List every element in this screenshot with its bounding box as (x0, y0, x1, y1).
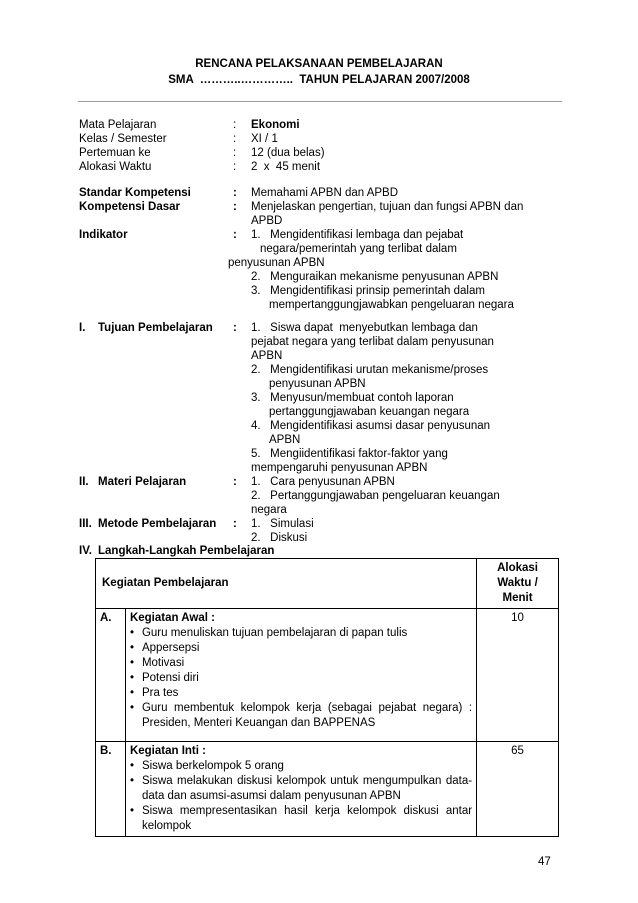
activity-list (130, 759, 472, 834)
allocation-header-line: Alokasi (497, 562, 538, 574)
document-title: RENCANA PELAKSANAAN PEMBELAJARAN (195, 58, 443, 70)
activity-title: Kegiatan Awal : (129, 612, 215, 624)
row-letter: A. (96, 609, 126, 742)
identity-colon: : (233, 147, 237, 159)
list-item: • Siswa berkelompok 5 orang (130, 759, 472, 774)
basic-competency-value: APBD (251, 215, 283, 227)
table-row (96, 742, 559, 837)
activity-cell (125, 609, 476, 742)
standard-competency-label: Standar Kompetensi (79, 187, 191, 199)
colon: : (233, 476, 237, 488)
objective-text: mempengaruhi penyusunan APBN (251, 462, 428, 474)
indicator-item: penyusunan APBN (228, 257, 325, 269)
activity-header (96, 559, 477, 609)
material-line: 1. Cara penyusunan APBN (251, 476, 395, 488)
method-line: 1. Simulasi (251, 518, 314, 530)
minutes-cell: 10 (477, 609, 559, 742)
colon: : (233, 187, 237, 199)
identity-colon: : (233, 133, 237, 145)
page-number: 47 (538, 856, 551, 868)
list-item: • Guru membentuk kelompok kerja (sebagai pejabat negara) : Presiden, Menteri Keuangan dan BAPPENAS (130, 701, 472, 731)
table-row (96, 609, 559, 742)
indicator-item: 3. Mengidentifikasi prinsip pemerintah dalam (251, 285, 485, 297)
method-text: 2. Diskusi (251, 532, 308, 544)
list-item: • Pra tes (130, 686, 472, 701)
material-text: negara (251, 504, 287, 516)
standard-competency-value: Memahami APBN dan APBD (251, 187, 399, 199)
section-number: IV. (79, 545, 93, 557)
allocation-header-line: Menit (502, 592, 533, 604)
identity-label: Pertemuan ke (79, 147, 151, 159)
objective-text: pejabat negara yang terlibat dalam penyusunan (251, 336, 494, 348)
identity-colon: : (233, 119, 237, 131)
objective-line: 1. Siswa dapat menyebutkan lembaga dan (251, 322, 478, 334)
allocation-header-line: Waktu / (497, 577, 538, 589)
header-divider (78, 101, 562, 102)
colon: : (233, 518, 237, 530)
objective-text: 2. Mengidentifikasi urutan mekanisme/proses (251, 364, 489, 376)
objective-text: pertanggungjawaban keuangan negara (269, 406, 470, 418)
objective-text: APBN (269, 434, 301, 446)
basic-competency-label: Kompetensi Dasar (79, 201, 180, 213)
section-label: Materi Pelajaran (98, 476, 187, 488)
indicator-label: Indikator (79, 229, 128, 241)
indicator-item: mempertanggungjawabkan pengeluaran negara (269, 299, 514, 311)
identity-value: Ekonomi (251, 119, 300, 131)
objective-text: 5. Mengiidentifikasi faktor-faktor yang (251, 448, 448, 460)
table-header-row (96, 559, 559, 609)
list-item: • Guru menuliskan tujuan pembelajaran di papan tulis (130, 626, 472, 641)
activity-header-text: Kegiatan Pembelajaran (102, 577, 229, 589)
identity-value: XI / 1 (251, 133, 278, 145)
list-item: • Appersepsi (130, 641, 472, 656)
allocation-header (477, 559, 559, 609)
activity-list (130, 626, 472, 731)
list-item: • Siswa mempresentasikan hasil kerja kelompok diskusi antar kelompok (130, 804, 472, 834)
objective-text: penyusunan APBN (269, 378, 366, 390)
section-label: Tujuan Pembelajaran (98, 322, 213, 334)
list-item: • Potensi diri (130, 671, 472, 686)
indicator-item: 2. Menguraikan mekanisme penyusunan APBN (251, 271, 499, 283)
section-number: I. (79, 322, 86, 334)
row-letter: B. (96, 742, 126, 837)
section-label: Metode Pembelajaran (98, 518, 217, 530)
list-item: • Siswa melakukan diskusi kelompok untuk mengumpulkan data-data dan asumsi-asumsi dalam penyusunan APBN (130, 774, 472, 804)
activity-table (95, 558, 559, 837)
basic-competency-value: Menjelaskan pengertian, tujuan dan fungsi APBN dan (251, 201, 524, 213)
identity-value: 12 (dua belas) (251, 147, 325, 159)
section-label: Langkah-Langkah Pembelajaran (98, 545, 275, 557)
colon: : (233, 322, 237, 334)
minutes-cell: 65 (477, 742, 559, 837)
colon: : (233, 201, 237, 213)
objective-text: APBN (251, 350, 283, 362)
colon: : (233, 229, 237, 241)
identity-label: Mata Pelajaran (79, 119, 157, 131)
section-number: III. (79, 518, 92, 530)
activity-cell (125, 742, 476, 837)
activity-title: Kegiatan Inti : (129, 745, 206, 757)
identity-colon: : (233, 161, 237, 173)
indicator-item: negara/pemerintah yang terlibat dalam (260, 243, 457, 255)
objective-text: 4. Mengidentifikasi asumsi dasar penyusunan (251, 420, 491, 432)
identity-value: 2 x 45 menit (251, 161, 321, 173)
identity-label: Alokasi Waktu (79, 161, 152, 173)
section-number: II. (79, 476, 89, 488)
document-subtitle: SMA ………..………….. TAHUN PELAJARAN 2007/2008 (168, 74, 470, 86)
list-item: • Motivasi (130, 656, 472, 671)
objective-text: 3. Menyusun/membuat contoh laporan (251, 392, 454, 404)
material-text: 2. Pertanggungjawaban pengeluaran keuangan (251, 490, 500, 502)
identity-label: Kelas / Semester (79, 133, 167, 145)
indicator-item: 1. Mengidentifikasi lembaga dan pejabat (251, 229, 464, 241)
